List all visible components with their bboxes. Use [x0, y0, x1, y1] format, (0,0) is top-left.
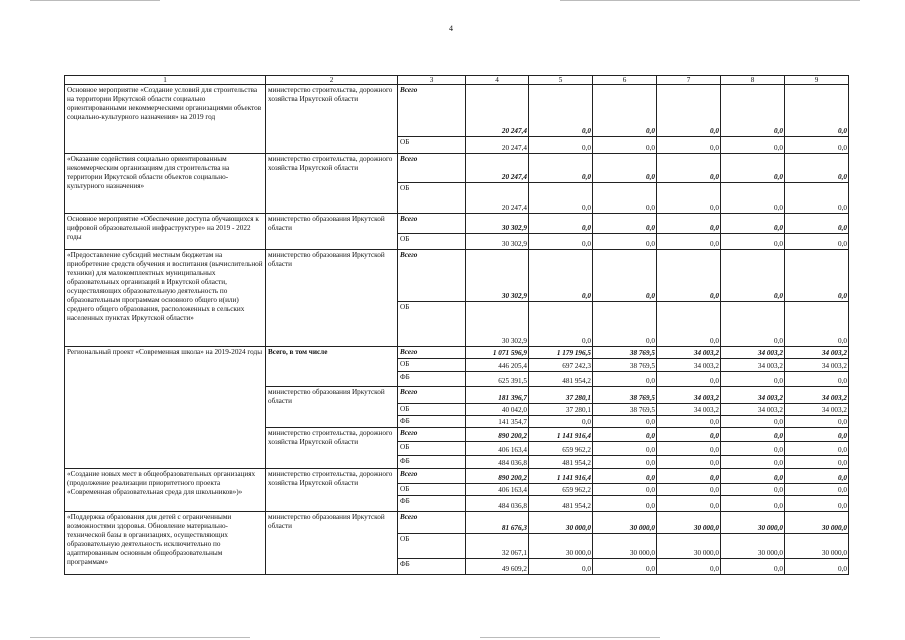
amount-cell: 34 003,2: [721, 404, 785, 416]
amount-cell: 481 954,2: [529, 456, 593, 469]
amount-cell: 38 769,5: [593, 359, 657, 372]
funding-source-cell: ФБ: [398, 559, 466, 575]
amount-cell: 0,0: [785, 85, 849, 137]
scan-edge-bottom-left: [30, 637, 250, 638]
measure-name-cell: Основное мероприятие «Создание условий для строительства на территории Иркутской области социально ориентированными некоммерческими организациями объектов социально-культурного назначения» на 2019 год: [65, 85, 266, 154]
funding-source-cell: ФБ: [398, 416, 466, 428]
table-row: [65, 347, 849, 359]
amount-cell: 0,0: [785, 496, 849, 512]
amount-cell: 20 247,4: [466, 85, 529, 137]
amount-cell: 0,0: [785, 428, 849, 442]
amount-cell: 0,0: [785, 214, 849, 234]
amount-cell: 0,0: [785, 137, 849, 154]
amount-cell: 1 071 596,9: [466, 347, 529, 359]
amount-cell: 697 242,3: [529, 359, 593, 372]
amount-cell: 38 769,5: [593, 347, 657, 359]
amount-cell: 0,0: [657, 416, 721, 428]
funding-source-cell: ОБ: [398, 534, 466, 559]
executor-cell: министерство строительства, дорожного хозяйства Иркутской области: [266, 85, 398, 154]
table-row: [65, 214, 849, 234]
amount-cell: 34 003,2: [657, 359, 721, 372]
amount-cell: 0,0: [721, 456, 785, 469]
amount-cell: 0,0: [721, 214, 785, 234]
amount-cell: 0,0: [721, 469, 785, 484]
header-cell: 1: [65, 76, 266, 85]
amount-cell: 0,0: [785, 484, 849, 496]
amount-cell: 0,0: [593, 559, 657, 575]
amount-cell: 30 302,9: [466, 250, 529, 302]
funding-source-cell: ФБ: [398, 496, 466, 512]
amount-cell: 0,0: [529, 137, 593, 154]
amount-cell: 0,0: [657, 372, 721, 387]
header-cell: 8: [721, 76, 785, 85]
amount-cell: 0,0: [657, 469, 721, 484]
funding-source-cell: ОБ: [398, 234, 466, 250]
amount-cell: 481 954,2: [529, 372, 593, 387]
amount-cell: 0,0: [721, 302, 785, 347]
amount-cell: 30 000,0: [657, 534, 721, 559]
measure-name-cell: «Поддержка образования для детей с ограниченными возможностями здоровья. Обновление материально-технической базы в организациях, осуществляющих образовательную деятельность исключительно по адаптированным основным общеобразовательным программам»: [65, 512, 266, 575]
budget-table: [64, 75, 849, 575]
amount-cell: 38 769,5: [593, 404, 657, 416]
amount-cell: 141 354,7: [466, 416, 529, 428]
amount-cell: 0,0: [593, 456, 657, 469]
measure-name-cell: «Предоставление субсидий местным бюджетам на приобретение средств обучения и воспитания (вычислительной техники) для малокомплектных муниципальных образовательных организаций в Иркутской области, осуществляющих образовательную деятельность по образовательным программам основного общего и(или) среднего общего образования, расположенных в сельских населенных пунктах Иркутской области»: [65, 250, 266, 347]
amount-cell: 20 247,4: [466, 154, 529, 183]
amount-cell: 30 000,0: [721, 512, 785, 534]
amount-cell: 34 003,2: [721, 359, 785, 372]
executor-cell: министерство строительства, дорожного хозяйства Иркутской области: [266, 154, 398, 214]
funding-source-cell: Всего: [398, 85, 466, 137]
executor-cell: министерство строительства, дорожного хозяйства Иркутской области: [266, 428, 398, 469]
funding-source-cell: ФБ: [398, 456, 466, 469]
amount-cell: 30 000,0: [785, 512, 849, 534]
funding-source-cell: ОБ: [398, 442, 466, 456]
amount-cell: 659 962,2: [529, 442, 593, 456]
amount-cell: 34 003,2: [657, 404, 721, 416]
scan-edge-bottom-mid: [480, 637, 660, 638]
amount-cell: 0,0: [785, 456, 849, 469]
amount-cell: 0,0: [785, 416, 849, 428]
amount-cell: 34 003,2: [785, 404, 849, 416]
amount-cell: 30 000,0: [593, 512, 657, 534]
amount-cell: 0,0: [593, 250, 657, 302]
amount-cell: 0,0: [529, 559, 593, 575]
amount-cell: 659 962,2: [529, 484, 593, 496]
amount-cell: 890 200,2: [466, 469, 529, 484]
executor-cell: министерство образования Иркутской области: [266, 387, 398, 428]
amount-cell: 0,0: [721, 234, 785, 250]
amount-cell: 406 163,4: [466, 442, 529, 456]
amount-cell: 0,0: [785, 469, 849, 484]
amount-cell: 0,0: [785, 183, 849, 214]
amount-cell: 0,0: [785, 302, 849, 347]
amount-cell: 0,0: [529, 234, 593, 250]
amount-cell: 49 609,2: [466, 559, 529, 575]
amount-cell: 890 200,2: [466, 428, 529, 442]
amount-cell: 0,0: [721, 250, 785, 302]
amount-cell: 0,0: [593, 214, 657, 234]
amount-cell: 0,0: [721, 559, 785, 575]
amount-cell: 0,0: [529, 154, 593, 183]
amount-cell: 0,0: [657, 302, 721, 347]
table-row: [65, 512, 849, 534]
funding-source-cell: Всего: [398, 512, 466, 534]
amount-cell: 0,0: [657, 183, 721, 214]
amount-cell: 0,0: [657, 250, 721, 302]
amount-cell: 0,0: [721, 372, 785, 387]
amount-cell: 30 000,0: [529, 512, 593, 534]
amount-cell: 20 247,4: [466, 183, 529, 214]
measure-name-cell: Региональный проект «Современная школа» на 2019-2024 годы: [65, 347, 266, 469]
header-cell: 4: [466, 76, 529, 85]
funding-source-cell: ФБ: [398, 372, 466, 387]
amount-cell: 481 954,2: [529, 496, 593, 512]
amount-cell: 0,0: [529, 302, 593, 347]
executor-cell: министерство образования Иркутской области: [266, 512, 398, 575]
page-number: 4: [449, 24, 453, 33]
amount-cell: 0,0: [785, 234, 849, 250]
amount-cell: 0,0: [721, 484, 785, 496]
amount-cell: 30 000,0: [593, 534, 657, 559]
amount-cell: 0,0: [593, 484, 657, 496]
amount-cell: 37 280,1: [529, 404, 593, 416]
amount-cell: 30 000,0: [529, 534, 593, 559]
amount-cell: 30 000,0: [721, 534, 785, 559]
amount-cell: 0,0: [593, 234, 657, 250]
amount-cell: 181 396,7: [466, 387, 529, 404]
amount-cell: 34 003,2: [721, 347, 785, 359]
funding-source-cell: Всего: [398, 347, 466, 359]
header-cell: 5: [529, 76, 593, 85]
amount-cell: 484 036,8: [466, 456, 529, 469]
measure-name-cell: «Создание новых мест в общеобразовательных организациях (продолжение реализации приоритетного проекта «Современная образовательная среда для школьников»)»: [65, 469, 266, 512]
measure-name-cell: «Оказание содействия социально ориентированным некоммерческим организациям для строительства на территории Иркутской области объектов социально-культурного назначения»: [65, 154, 266, 214]
amount-cell: 40 042,0: [466, 404, 529, 416]
amount-cell: 0,0: [593, 137, 657, 154]
amount-cell: 1 141 916,4: [529, 428, 593, 442]
amount-cell: 30 302,9: [466, 302, 529, 347]
amount-cell: 0,0: [529, 183, 593, 214]
funding-source-cell: ОБ: [398, 484, 466, 496]
scan-edge-top-left: [30, 0, 160, 1]
amount-cell: 484 036,8: [466, 496, 529, 512]
amount-cell: 0,0: [529, 416, 593, 428]
header-cell: 7: [657, 76, 721, 85]
amount-cell: 0,0: [593, 469, 657, 484]
amount-cell: 34 003,2: [721, 387, 785, 404]
executor-cell: Всего, в том числе: [266, 347, 398, 387]
executor-cell: министерство строительства, дорожного хозяйства Иркутской области: [266, 469, 398, 512]
amount-cell: 0,0: [785, 442, 849, 456]
amount-cell: 0,0: [657, 456, 721, 469]
funding-source-cell: Всего: [398, 387, 466, 404]
amount-cell: 0,0: [593, 496, 657, 512]
amount-cell: 0,0: [657, 137, 721, 154]
amount-cell: 0,0: [721, 137, 785, 154]
funding-source-cell: Всего: [398, 250, 466, 302]
amount-cell: 0,0: [721, 442, 785, 456]
table-row: [65, 469, 849, 484]
funding-source-cell: ОБ: [398, 359, 466, 372]
amount-cell: 0,0: [657, 559, 721, 575]
table-row: [65, 85, 849, 137]
funding-source-cell: Всего: [398, 214, 466, 234]
header-cell: 9: [785, 76, 849, 85]
funding-source-cell: Всего: [398, 469, 466, 484]
table-row: [65, 250, 849, 302]
amount-cell: 0,0: [785, 372, 849, 387]
amount-cell: 38 769,5: [593, 387, 657, 404]
header-cell: 6: [593, 76, 657, 85]
executor-cell: министерство образования Иркутской области: [266, 214, 398, 250]
amount-cell: 0,0: [593, 302, 657, 347]
funding-source-cell: ОБ: [398, 302, 466, 347]
amount-cell: 0,0: [657, 442, 721, 456]
amount-cell: 0,0: [529, 85, 593, 137]
funding-source-cell: ОБ: [398, 137, 466, 154]
amount-cell: 81 676,3: [466, 512, 529, 534]
amount-cell: 0,0: [593, 183, 657, 214]
amount-cell: 1 141 916,4: [529, 469, 593, 484]
amount-cell: 34 003,2: [785, 347, 849, 359]
amount-cell: 0,0: [593, 372, 657, 387]
amount-cell: 0,0: [657, 496, 721, 512]
amount-cell: 0,0: [721, 85, 785, 137]
amount-cell: 406 163,4: [466, 484, 529, 496]
funding-source-cell: Всего: [398, 428, 466, 442]
amount-cell: 34 003,2: [785, 387, 849, 404]
amount-cell: 0,0: [593, 442, 657, 456]
amount-cell: 1 179 196,5: [529, 347, 593, 359]
amount-cell: 37 280,1: [529, 387, 593, 404]
amount-cell: 0,0: [657, 428, 721, 442]
amount-cell: 0,0: [529, 214, 593, 234]
amount-cell: 0,0: [657, 85, 721, 137]
amount-cell: 34 003,2: [785, 359, 849, 372]
amount-cell: 0,0: [721, 154, 785, 183]
funding-source-cell: ОБ: [398, 183, 466, 214]
header-cell: 2: [266, 76, 398, 85]
amount-cell: 0,0: [785, 559, 849, 575]
amount-cell: 625 391,5: [466, 372, 529, 387]
amount-cell: 20 247,4: [466, 137, 529, 154]
amount-cell: 30 000,0: [785, 534, 849, 559]
amount-cell: 30 302,9: [466, 234, 529, 250]
funding-source-cell: ОБ: [398, 404, 466, 416]
amount-cell: 0,0: [721, 496, 785, 512]
amount-cell: 34 003,2: [657, 387, 721, 404]
amount-cell: 0,0: [785, 154, 849, 183]
header-row: [65, 76, 849, 85]
amount-cell: 0,0: [721, 416, 785, 428]
amount-cell: 0,0: [785, 250, 849, 302]
amount-cell: 0,0: [593, 428, 657, 442]
header-cell: 3: [398, 76, 466, 85]
amount-cell: 0,0: [593, 85, 657, 137]
amount-cell: 0,0: [593, 416, 657, 428]
amount-cell: 30 000,0: [657, 512, 721, 534]
amount-cell: 0,0: [721, 428, 785, 442]
amount-cell: 30 302,9: [466, 214, 529, 234]
measure-name-cell: Основное мероприятие «Обеспечение доступа обучающихся к цифровой образовательной инфраструктуре» на 2019 - 2022 годы: [65, 214, 266, 250]
amount-cell: 0,0: [721, 183, 785, 214]
amount-cell: 0,0: [593, 154, 657, 183]
funding-source-cell: Всего: [398, 154, 466, 183]
amount-cell: 32 067,1: [466, 534, 529, 559]
amount-cell: 446 205,4: [466, 359, 529, 372]
amount-cell: 0,0: [657, 214, 721, 234]
amount-cell: 34 003,2: [657, 347, 721, 359]
amount-cell: 0,0: [657, 234, 721, 250]
scan-edge-top-right: [560, 0, 860, 1]
table-row: [65, 154, 849, 183]
amount-cell: 0,0: [657, 154, 721, 183]
amount-cell: 0,0: [529, 250, 593, 302]
executor-cell: министерство образования Иркутской области: [266, 250, 398, 347]
amount-cell: 0,0: [657, 484, 721, 496]
